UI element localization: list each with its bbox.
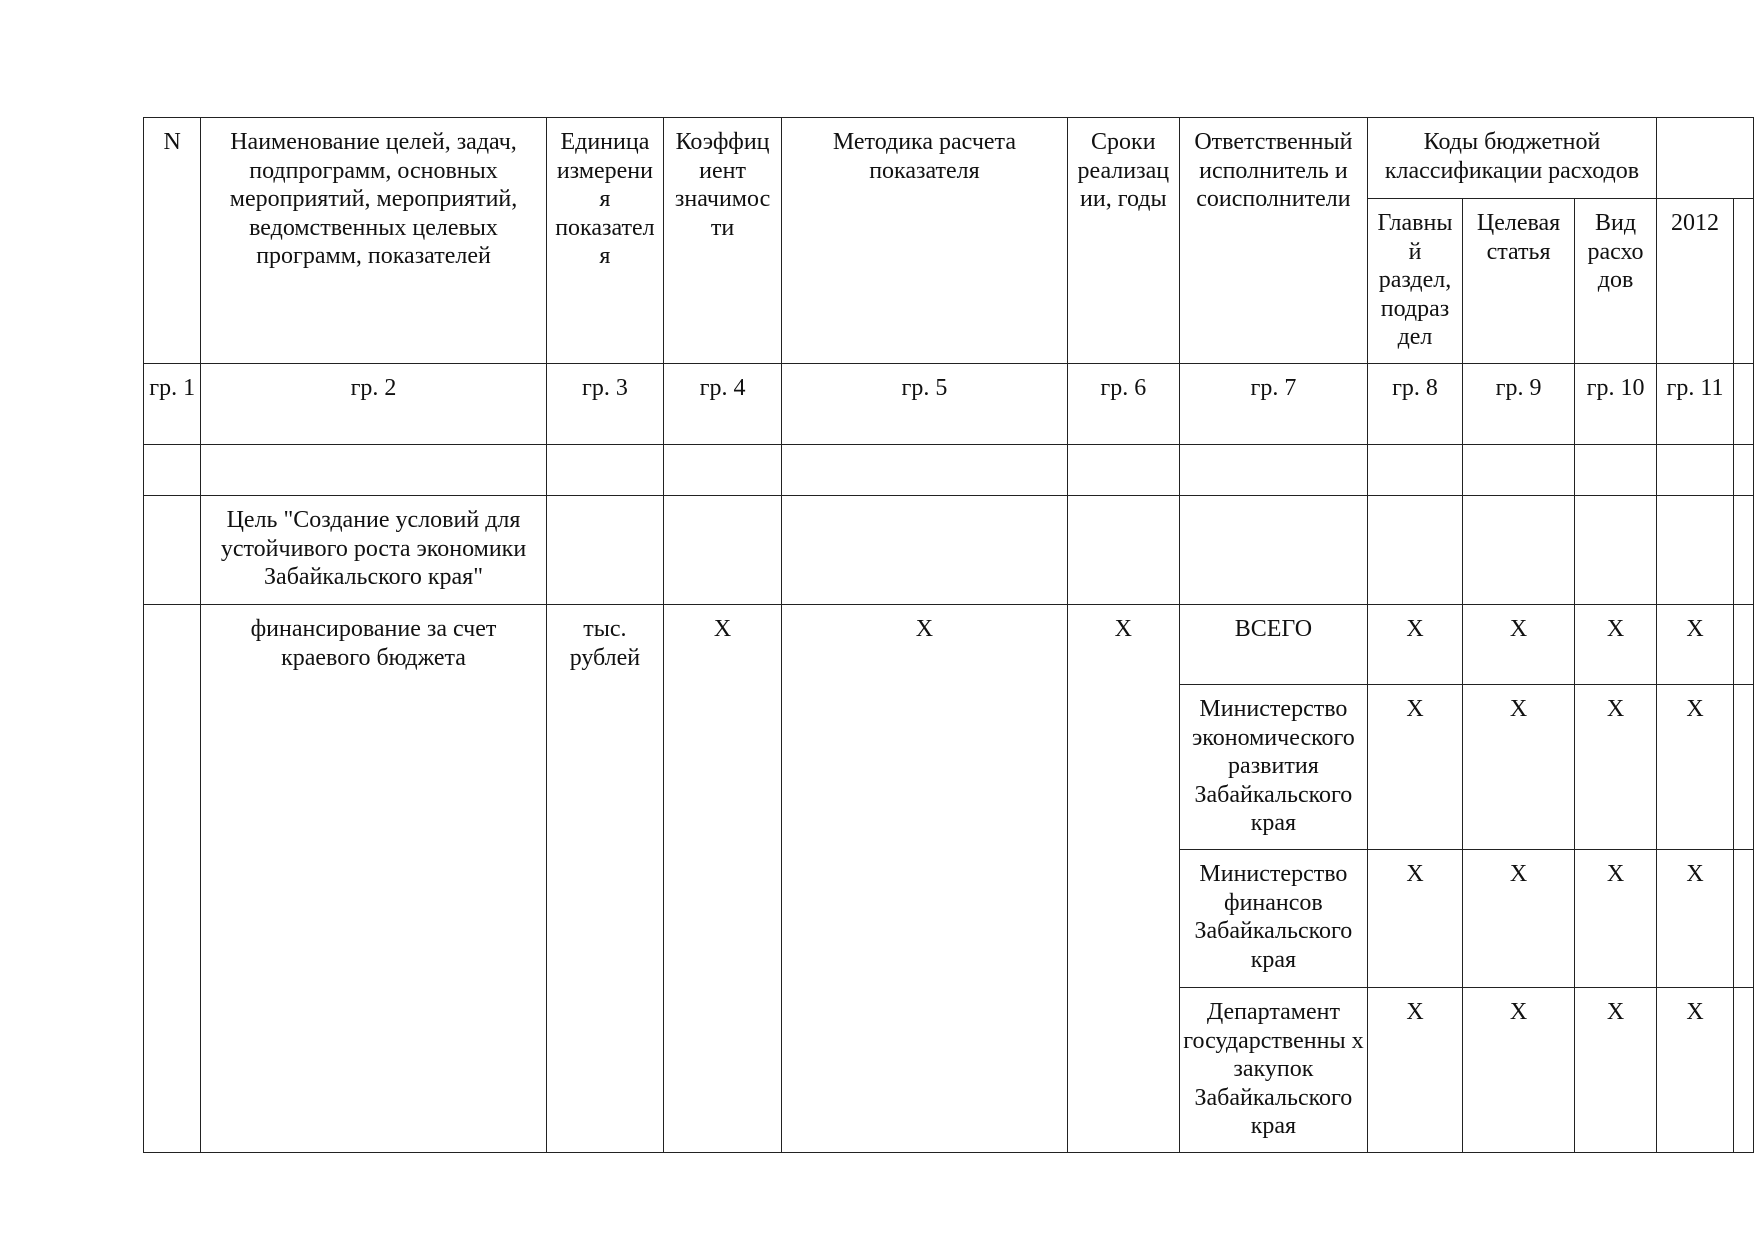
col-number: гр. 9: [1462, 364, 1574, 445]
code-cell: X: [1368, 605, 1463, 685]
cut-cell: [1734, 364, 1754, 445]
financing-name: финансирование за счет краевого бюджета: [201, 605, 546, 1153]
financing-unit: тыс. рублей: [546, 605, 664, 1153]
col-number: гр. 7: [1179, 364, 1368, 445]
header-target-article: Целевая статья: [1462, 199, 1574, 364]
header-main-section: Главны й раздел, подраз дел: [1368, 199, 1463, 364]
header-unit: Единица измерени я показател я: [546, 118, 664, 364]
financing-method: X: [781, 605, 1067, 1153]
col-number: гр. 2: [201, 364, 546, 445]
code-cell: X: [1656, 850, 1733, 988]
header-terms: Сроки реализац ии, годы: [1067, 118, 1179, 364]
col-number: гр. 8: [1368, 364, 1463, 445]
code-cell: X: [1462, 685, 1574, 850]
code-cell: X: [1368, 685, 1463, 850]
header-n: N: [144, 118, 201, 364]
col-number-row: [144, 364, 1754, 445]
code-cell: X: [1462, 988, 1574, 1153]
header-row-top: [144, 118, 1754, 199]
header-method: Методика расчета показателя: [781, 118, 1067, 364]
header-expense-type: Вид расхо дов: [1575, 199, 1657, 364]
code-cell: X: [1656, 988, 1733, 1153]
executor-cell: Министерство финансов Забайкальского края: [1179, 850, 1368, 988]
code-cell: X: [1462, 605, 1574, 685]
financing-coef: X: [664, 605, 782, 1153]
executor-cell: Министерство экономического развития Забайкальского края: [1179, 685, 1368, 850]
executor-cell: Департамент государственны х закупок Забайкальского края: [1179, 988, 1368, 1153]
code-cell: X: [1656, 685, 1733, 850]
executor-cell: ВСЕГО: [1179, 605, 1368, 685]
col-number: гр. 11: [1656, 364, 1733, 445]
code-cell: X: [1575, 605, 1657, 685]
header-executor: Ответственный исполнитель и соисполнители: [1179, 118, 1368, 364]
budget-table: [143, 117, 1754, 1153]
col-number: гр. 5: [781, 364, 1067, 445]
header-codes: Коды бюджетной классификации расходов: [1368, 118, 1657, 199]
col-number: гр. 1: [144, 364, 201, 445]
code-cell: X: [1575, 685, 1657, 850]
code-cell: X: [1462, 850, 1574, 988]
code-cell: X: [1656, 605, 1733, 685]
empty-row: [144, 445, 1754, 496]
col-number: гр. 4: [664, 364, 782, 445]
goal-row: [144, 496, 1754, 605]
code-cell: X: [1368, 850, 1463, 988]
financing-row-total: [144, 605, 1754, 685]
code-cell: X: [1575, 850, 1657, 988]
code-cell: X: [1575, 988, 1657, 1153]
financing-n: [144, 605, 201, 1153]
col-number: гр. 10: [1575, 364, 1657, 445]
header-name: Наименование целей, задач, подпрограмм, основных мероприятий, мероприятий, ведомственных целевых программ, показателей: [201, 118, 546, 364]
col-number: гр. 6: [1067, 364, 1179, 445]
goal-title: Цель "Создание условий для устойчивого роста экономики Забайкальского края": [201, 496, 546, 605]
header-coef: Коэффиц иент значимос ти: [664, 118, 782, 364]
header-year: 2012: [1656, 199, 1733, 364]
col-number: гр. 3: [546, 364, 664, 445]
code-cell: X: [1368, 988, 1463, 1153]
financing-terms: X: [1067, 605, 1179, 1153]
header-cut-cell: [1734, 199, 1754, 364]
header-years-blank: [1656, 118, 1753, 199]
